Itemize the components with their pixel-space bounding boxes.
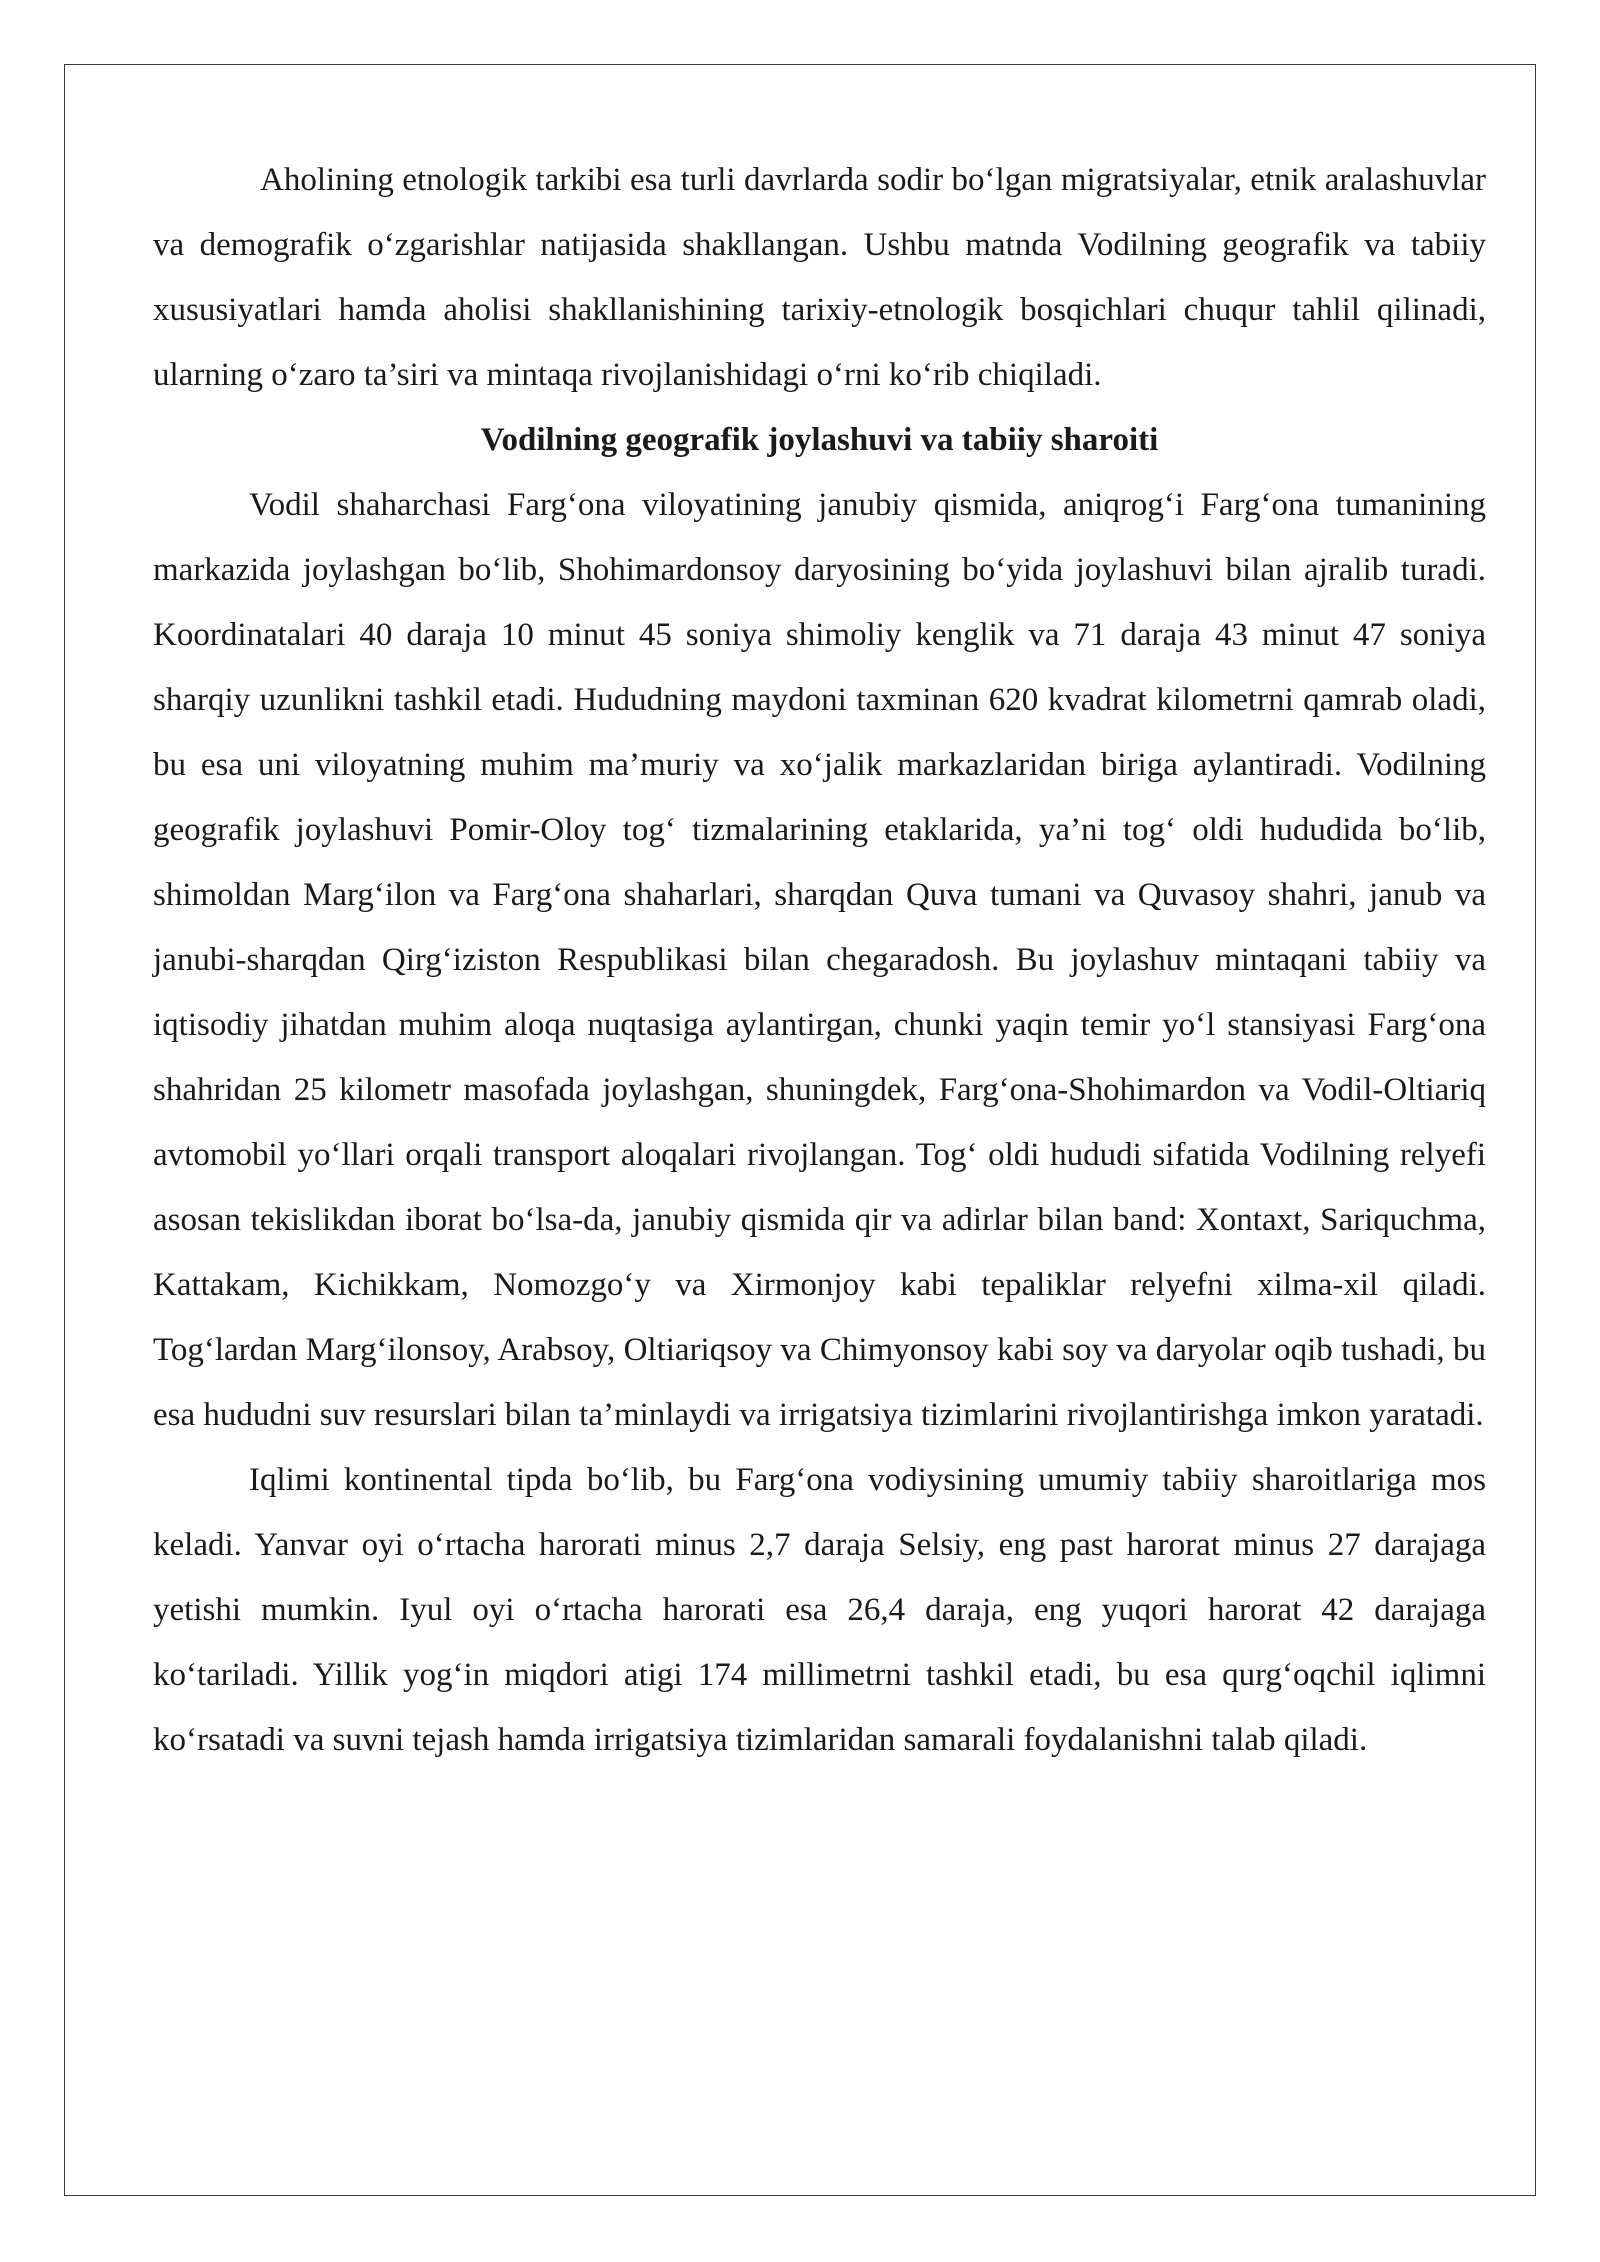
document-body bbox=[153, 148, 1486, 1773]
climate-paragraph: Iqlimi kontinental tipda bo‘lib, bu Farg‘ona vodiysining umumiy tabiiy sharoitlariga mos keladi. Yanvar oyi o‘rtacha harorati minus 2,7 daraja Selsiy, eng past harorat minus 27 darajaga yetishi mumkin. Iyul oyi o‘rtacha harorati esa 26,4 daraja, eng yuqori harorat 42 darajaga ko‘tariladi. Yillik yog‘in miqdori atigi 174 millimetrni tashkil etadi, bu esa qurg‘oqchil iqlimni ko‘rsatadi va suvni tejash hamda irrigatsiya tizimlaridan samarali foydalanishni talab qiladi. bbox=[153, 1462, 1486, 1758]
intro-paragraph: Aholining etnologik tarkibi esa turli davrlarda sodir bo‘lgan migratsiyalar, etnik aralashuvlar va demografik o‘zgarishlar natijasida shakllangan. Ushbu matnda Vodilning geografik va tabiiy xususiyatlari hamda aholisi shakllanishining tarixiy-etnologik bosqichlari chuqur tahlil qilinadi, ularning o‘zaro ta’siri va mintaqa rivojlanishidagi o‘rni ko‘rib chiqiladi. bbox=[153, 162, 1486, 393]
section-heading: Vodilning geografik joylashuvi va tabiiy sharoiti bbox=[480, 422, 1159, 458]
geography-paragraph: Vodil shaharchasi Farg‘ona viloyatining janubiy qismida, aniqrog‘i Farg‘ona tumanining markazida joylashgan bo‘lib, Shohimardonsoy daryosining bo‘yida joylashuvi bilan ajralib turadi. Koordinatalari 40 daraja 10 minut 45 soniya shimoliy kenglik va 71 daraja 43 minut 47 soniya sharqiy uzunlikni tashkil etadi. Hududning maydoni taxminan 620 kvadrat kilometrni qamrab oladi, bu esa uni viloyatning muhim ma’muriy va xo‘jalik markazlaridan biriga aylantiradi. Vodilning geografik joylashuvi Pomir-Oloy tog‘ tizmalarining etaklarida, ya’ni tog‘ oldi hududida bo‘lib, shimoldan Marg‘ilon va Farg‘ona shaharlari, sharqdan Quva tumani va Quvasoy shahri, janub va janubi-sharqdan Qirg‘iziston Respublikasi bilan chegaradosh. Bu joylashuv mintaqani tabiiy va iqtisodiy jihatdan muhim aloqa nuqtasiga aylantirgan, chunki yaqin temir yo‘l stansiyasi Farg‘ona shahridan 25 kilometr masofada joylashgan, shuningdek, Farg‘ona-Shohimardon va Vodil-Oltiariq avtomobil yo‘llari orqali transport aloqalari rivojlangan. Tog‘ oldi hududi sifatida Vodilning relyefi asosan tekislikdan iborat bo‘lsa-da, janubiy qismida qir va adirlar bilan band: Xontaxt, Sariquchma, Kattakam, Kichikkam, Nomozgo‘y va Xirmonjoy kabi tepaliklar relyefni xilma-xil qiladi. Tog‘lardan Marg‘ilonsoy, Arabsoy, Oltiariqsoy va Chimyonsoy kabi soy va daryolar oqib tushadi, bu esa hududni suv resurslari bilan ta’minlaydi va irrigatsiya tizimlarini rivojlantirishga imkon yaratadi. bbox=[153, 487, 1486, 1433]
